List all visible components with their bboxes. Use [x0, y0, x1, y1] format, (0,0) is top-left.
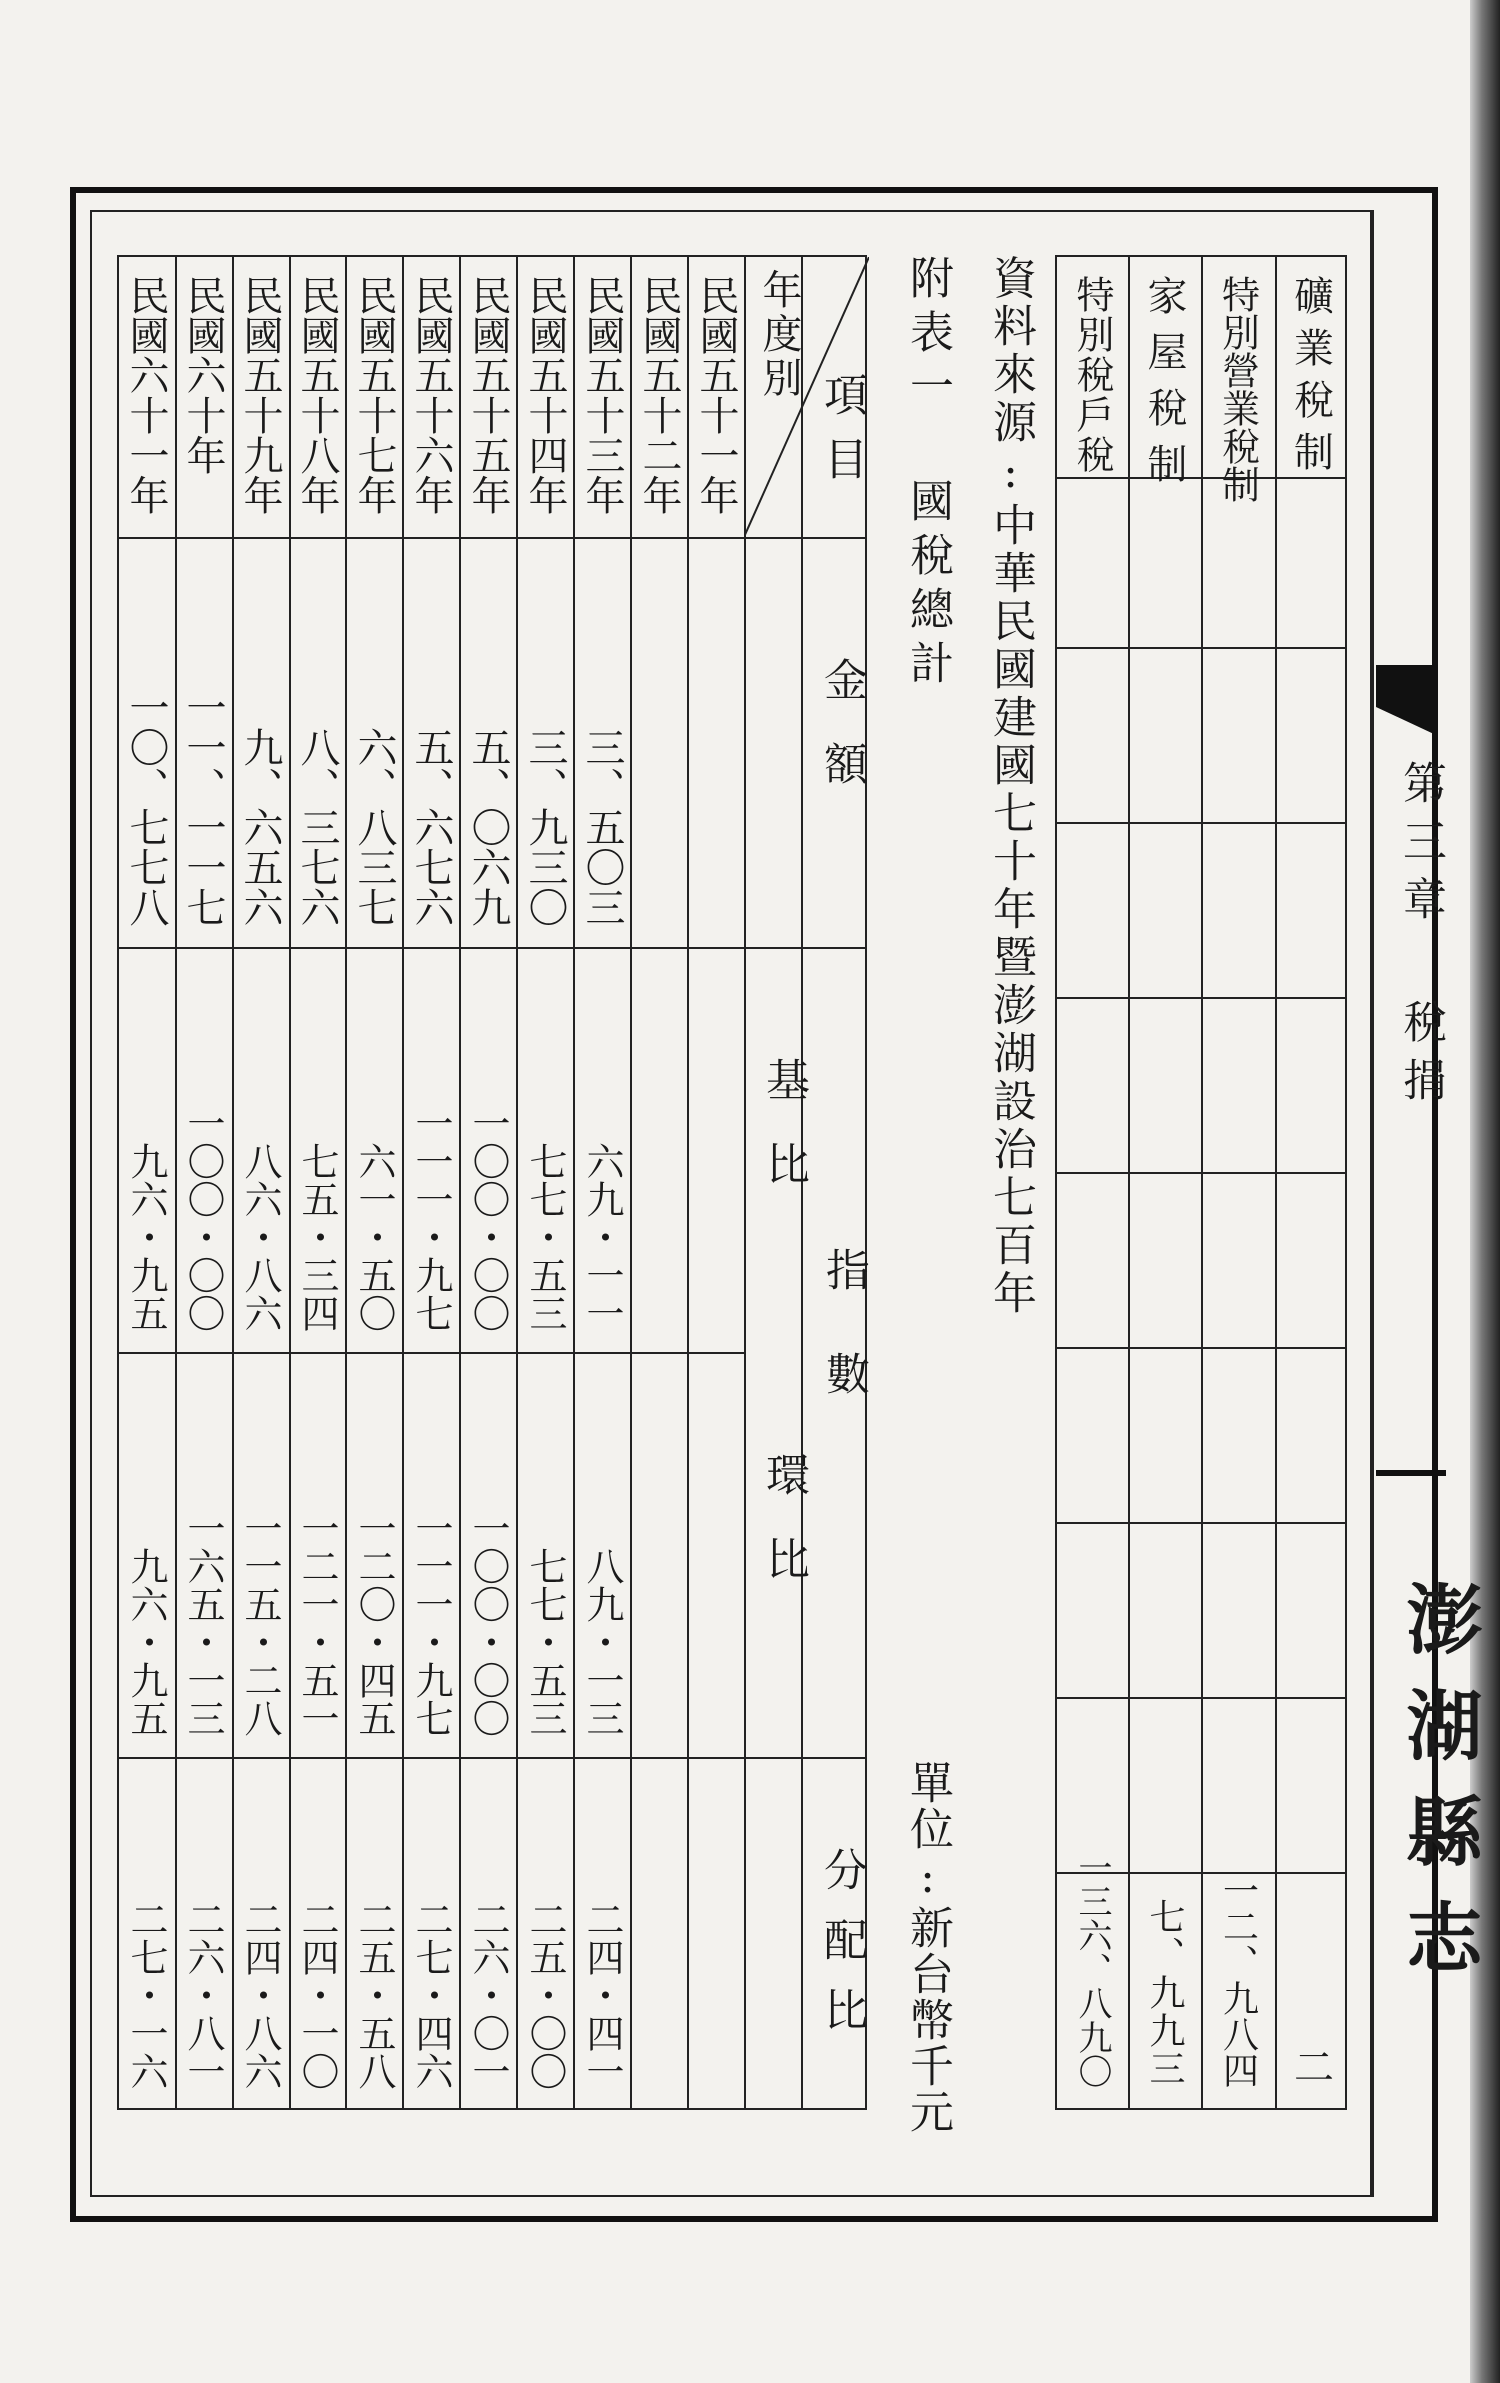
row-year: [460, 257, 517, 537]
row-share-text: 二六・〇一: [466, 1900, 510, 2090]
sidebar-divider: [1372, 210, 1374, 2197]
row-share: [574, 1757, 631, 2110]
header-year: 年度別: [756, 269, 802, 401]
row-amount: [460, 537, 517, 947]
row-chain-ratio-text: 一〇〇・〇〇: [466, 1509, 510, 1737]
row-base-ratio: [631, 947, 688, 1352]
row-share-text: 二七・一六: [124, 1900, 168, 2090]
row-amount-text: 九、六五六: [237, 727, 283, 927]
row-year: [118, 257, 175, 537]
row-amount: [232, 537, 289, 947]
upper-row-value: 一三六、八九〇: [1072, 1850, 1112, 2088]
row-amount-text: 五、〇六九: [465, 727, 511, 927]
header-chain-ratio: 環比: [758, 1452, 809, 1620]
row-base-ratio-text: 六一・五〇: [352, 1142, 396, 1332]
row-chain-ratio-text: 一一五・二八: [238, 1509, 282, 1737]
unit-note: 單位:新台幣千元: [902, 1760, 953, 2135]
row-base-ratio-text: 九六・九五: [124, 1142, 168, 1332]
row-amount-text: 八、三七六: [294, 727, 340, 927]
row-amount: [517, 537, 574, 947]
row-amount: [118, 537, 175, 947]
header-share: 分配比: [816, 1847, 867, 2057]
row-share-text: 二四・一〇: [295, 1900, 339, 2090]
row-share-text: 二七・四六: [409, 1900, 453, 2090]
row-share-text: 二四・四一: [580, 1900, 624, 2090]
row-amount: [574, 537, 631, 947]
sidebar-rule: [1376, 1470, 1446, 1476]
upper-row-value: 七、九九三: [1144, 1898, 1185, 2088]
row-chain-ratio-text: 一一一・九七: [409, 1509, 453, 1737]
row-share-text: 二五・五八: [352, 1900, 396, 2090]
row-share: [289, 1757, 346, 2110]
row-share: [517, 1757, 574, 2110]
row-year: [346, 257, 403, 537]
row-amount: [346, 537, 403, 947]
row-base-ratio: [118, 947, 175, 1352]
row-chain-ratio: [517, 1352, 574, 1757]
row-chain-ratio: [688, 1352, 745, 1757]
row-amount: [289, 537, 346, 947]
row-year: [175, 257, 232, 537]
row-year-text: 民國五十七年: [351, 275, 397, 515]
row-year: [232, 257, 289, 537]
row-year: [688, 257, 745, 537]
row-base-ratio-text: 六九・一一: [580, 1142, 624, 1332]
upper-row-value: 一二、九八四: [1217, 1872, 1259, 2088]
upper-row-label: 礦業稅制: [1287, 275, 1334, 483]
row-amount-text: 一一、一一七: [180, 687, 226, 927]
row-share: [403, 1757, 460, 2110]
row-amount: [631, 537, 688, 947]
row-base-ratio-text: 七五・三四: [295, 1142, 339, 1332]
row-share: [232, 1757, 289, 2110]
row-amount-text: 三、九三〇: [522, 727, 568, 927]
header-item: 項目: [816, 372, 867, 500]
row-share: [631, 1757, 688, 2110]
appendix-title: 附表一 國稅總計: [902, 255, 953, 694]
row-chain-ratio-text: 一二一・五一: [295, 1509, 339, 1737]
row-year-text: 民國六十一年: [123, 275, 169, 515]
row-chain-ratio-text: 一二〇・四五: [352, 1509, 396, 1737]
row-share: [118, 1757, 175, 2110]
row-year: [574, 257, 631, 537]
row-base-ratio: [289, 947, 346, 1352]
row-share: [460, 1757, 517, 2110]
row-year-text: 民國五十四年: [522, 275, 568, 515]
row-year: [403, 257, 460, 537]
row-chain-ratio-text: 九六・九五: [124, 1547, 168, 1737]
row-base-ratio-text: 一〇〇・〇〇: [181, 1104, 225, 1332]
row-share: [688, 1757, 745, 2110]
row-chain-ratio-text: 八九・一三: [580, 1547, 624, 1737]
row-chain-ratio-text: 七七・五三: [523, 1547, 567, 1737]
header-index: 指數: [818, 1247, 869, 1455]
upper-row-label: 特別營業稅制: [1215, 275, 1260, 503]
row-chain-ratio: [289, 1352, 346, 1757]
row-base-ratio: [460, 947, 517, 1352]
upper-row-value: 二: [1287, 2046, 1334, 2088]
row-chain-ratio: [460, 1352, 517, 1757]
row-share: [346, 1757, 403, 2110]
book-title: 澎湖縣志: [1394, 1580, 1483, 2004]
row-base-ratio: [346, 947, 403, 1352]
row-chain-ratio: [346, 1352, 403, 1757]
row-year-text: 民國五十三年: [579, 275, 625, 515]
row-chain-ratio: [403, 1352, 460, 1757]
source-note: 資料來源:中華民國建國七十年暨澎湖設治七百年: [985, 255, 1036, 1318]
row-base-ratio: [688, 947, 745, 1352]
row-amount-text: 五、六七六: [408, 727, 454, 927]
row-base-ratio: [175, 947, 232, 1352]
row-chain-ratio: [631, 1352, 688, 1757]
row-share-text: 二五・〇〇: [523, 1900, 567, 2090]
national-tax-table: [117, 255, 867, 2110]
row-chain-ratio: [232, 1352, 289, 1757]
row-base-ratio-text: 一一一・九七: [409, 1104, 453, 1332]
row-year-text: 民國五十九年: [237, 275, 283, 515]
row-year-text: 民國五十二年: [636, 275, 682, 515]
row-base-ratio: [574, 947, 631, 1352]
row-base-ratio-text: 一〇〇・〇〇: [466, 1104, 510, 1332]
row-year-text: 民國六十年: [180, 275, 226, 475]
header-base-ratio: 基比: [758, 1057, 809, 1225]
row-year: [517, 257, 574, 537]
row-amount-text: 三、五〇三: [579, 727, 625, 927]
row-chain-ratio-text: 一六五・一三: [181, 1509, 225, 1737]
row-base-ratio-text: 八六・八六: [238, 1142, 282, 1332]
row-chain-ratio: [574, 1352, 631, 1757]
row-base-ratio-text: 七七・五三: [523, 1142, 567, 1332]
row-amount: [403, 537, 460, 947]
row-year: [289, 257, 346, 537]
row-amount-text: 六、八三七: [351, 727, 397, 927]
page-edge: [1470, 0, 1500, 2383]
row-base-ratio: [232, 947, 289, 1352]
row-year-text: 民國五十五年: [465, 275, 511, 515]
row-share-text: 二六・八一: [181, 1900, 225, 2090]
upper-row-label: 家屋稅制: [1141, 275, 1187, 499]
row-chain-ratio: [118, 1352, 175, 1757]
row-amount: [688, 537, 745, 947]
row-year-text: 民國五十一年: [693, 275, 739, 515]
header-amount: 金額: [816, 657, 867, 825]
upper-row-label: 特別稅戶稅: [1070, 275, 1114, 475]
row-year-text: 民國五十六年: [408, 275, 454, 515]
upper-table: [1055, 255, 1347, 2110]
row-base-ratio: [403, 947, 460, 1352]
row-base-ratio: [517, 947, 574, 1352]
row-share-text: 二四・八六: [238, 1900, 282, 2090]
row-chain-ratio: [175, 1352, 232, 1757]
row-year-text: 民國五十八年: [294, 275, 340, 515]
chapter-heading: 第三章 稅捐: [1395, 760, 1446, 1115]
row-share: [175, 1757, 232, 2110]
row-amount-text: 一〇、七七八: [123, 687, 169, 927]
row-year: [631, 257, 688, 537]
row-amount: [175, 537, 232, 947]
